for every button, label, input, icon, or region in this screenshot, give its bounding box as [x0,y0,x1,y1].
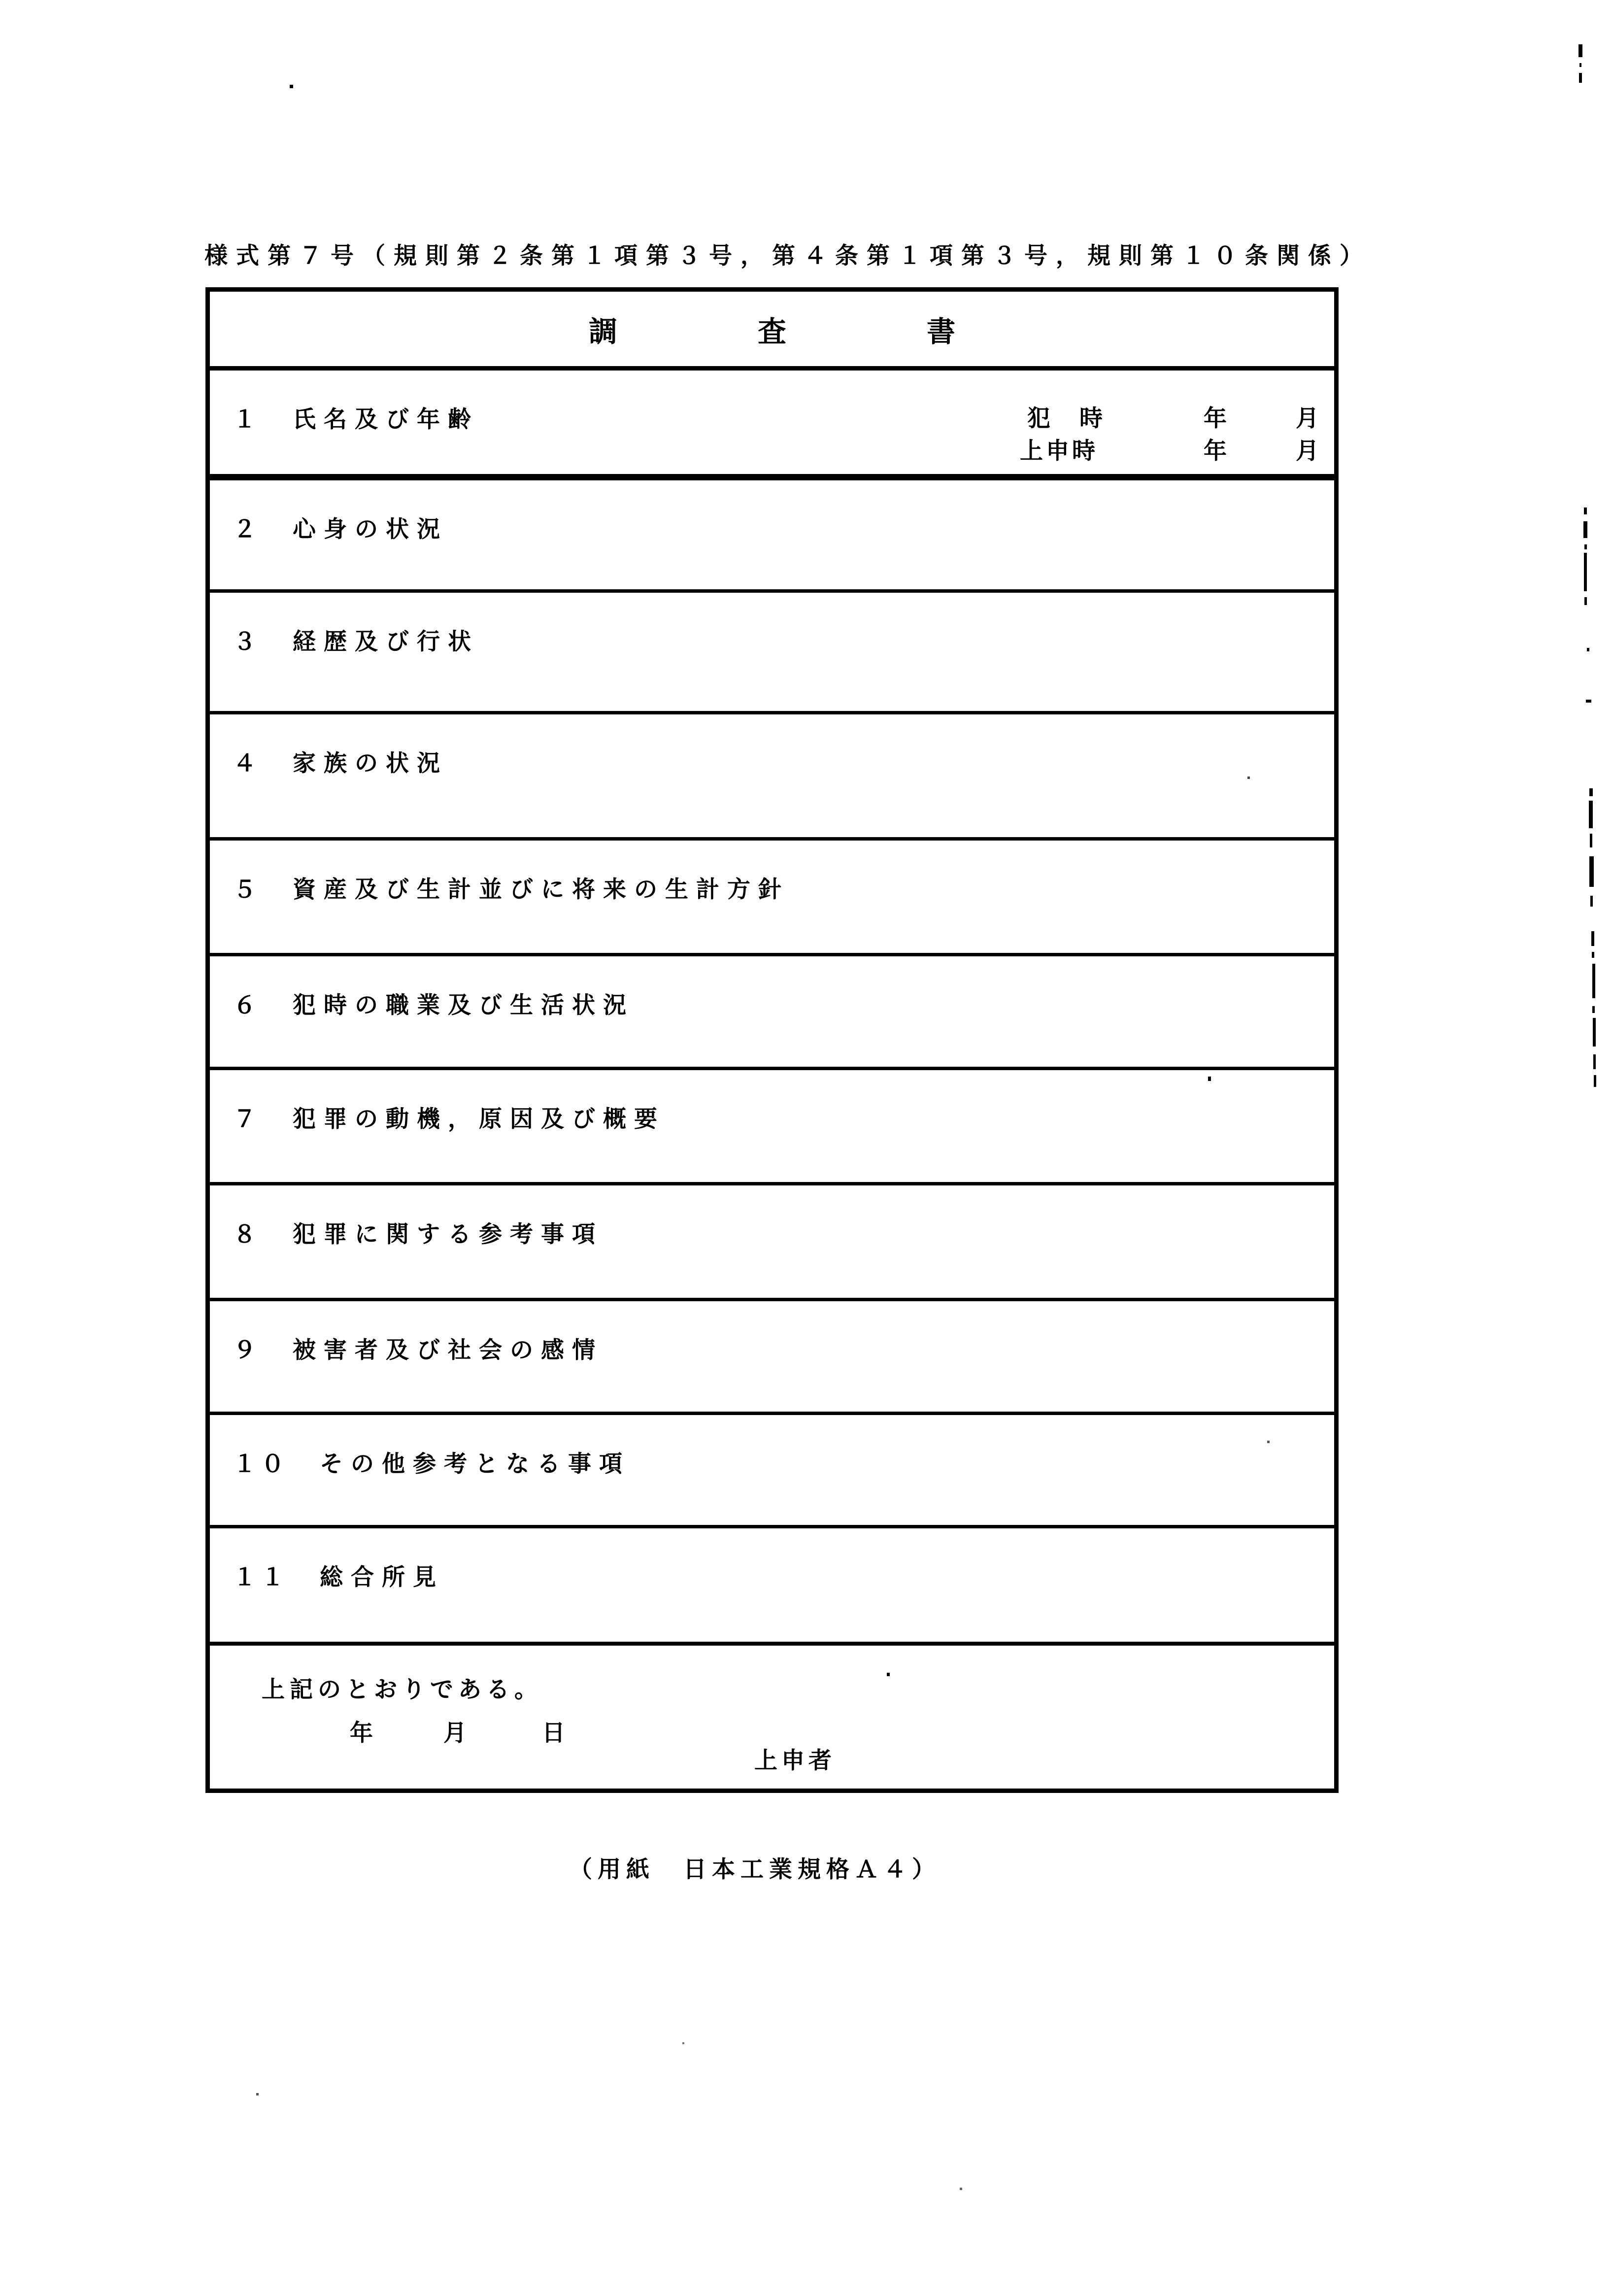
scan-artifact [1579,63,1581,67]
closing-row [210,1646,1334,1789]
row-number: １ [233,406,261,433]
table-row [210,1528,1334,1646]
scan-artifact [1584,597,1587,605]
table-row [210,1185,1334,1301]
scan-artifact [1593,1018,1596,1047]
scan-artifact [1589,801,1593,828]
scan-artifact [1584,544,1587,549]
row-label: 犯罪の動機，原因及び概要 [293,1106,665,1133]
scan-artifact [1594,1075,1596,1087]
table-row [210,480,1334,593]
offense-time-label: 犯 時 [1027,405,1106,432]
row-label: 総合所見 [320,1564,444,1591]
scan-artifact [1578,44,1582,57]
row-number: ２ [233,516,261,543]
report-time-month-label: 月 [1296,438,1322,465]
row-number: ６ [233,992,261,1019]
scan-artifact [960,2188,962,2190]
scan-artifact [1593,1054,1596,1069]
scan-artifact [1579,73,1582,83]
row-number: ９ [233,1337,261,1364]
scan-artifact [1590,834,1592,847]
row-label: 被害者及び社会の感情 [293,1337,603,1364]
scan-artifact [682,2042,684,2044]
row-label: その他参考となる事項 [320,1451,630,1478]
title-char: 査 [757,314,786,348]
row-label: 犯時の職業及び生活状況 [293,992,634,1019]
investigation-report-table [205,287,1339,1793]
row-label: 犯罪に関する参考事項 [293,1221,603,1248]
scan-artifact [256,2093,259,2095]
table-row [210,1301,1334,1415]
row-label: 資産及び生計並びに将来の生計方針 [293,876,789,903]
row-label: 氏名及び年齢 [293,406,479,433]
offense-time-year-label: 年 [1204,405,1230,432]
closing-statement: 上記のとおりである。 [262,1676,542,1703]
scan-artifact [290,85,293,88]
offense-time-month-label: 月 [1296,405,1322,432]
signer-label: 上申者 [754,1747,836,1774]
row-number: ５ [233,876,261,903]
scan-artifact [1587,648,1589,651]
scan-artifact [1583,521,1587,538]
table-row [210,1415,1334,1528]
date-year-label: 年 [350,1720,373,1747]
form-number-label: 様式第７号（規則第２条第１項第３号，第４条第１項第３号，規則第１０条関係） [204,242,1371,270]
row-number: ７ [233,1106,261,1133]
paper-size-note: （用紙 日本工業規格Ａ４） [569,1856,940,1883]
row-number: ８ [233,1221,261,1248]
scan-artifact [1592,1006,1595,1013]
scan-artifact [1584,553,1587,591]
row-label: 経歴及び行状 [293,628,479,655]
scan-artifact [1591,931,1594,946]
table-row [210,956,1334,1070]
row-number: ４ [233,750,261,777]
table-row [210,714,1334,841]
table-row [210,371,1334,480]
scan-artifact [1267,1441,1270,1443]
scan-artifact [1589,856,1594,887]
scan-artifact [1592,964,1595,998]
date-month-label: 月 [443,1720,467,1747]
scan-artifact [1208,1077,1211,1081]
scan-artifact [1247,777,1250,779]
row-number: １１ [233,1564,289,1591]
report-time-year-label: 年 [1204,438,1230,465]
scan-artifact [1589,788,1593,796]
row-label: 心身の状況 [293,516,448,543]
row-number: ３ [233,628,261,655]
table-row [210,593,1334,714]
title-char: 書 [927,314,956,348]
scan-artifact [1586,700,1591,703]
row-number: １０ [233,1451,289,1478]
scan-artifact [1584,507,1587,514]
table-title-row [210,292,1334,371]
table-row [210,841,1334,956]
table-row [210,1070,1334,1185]
scan-artifact [887,1673,890,1676]
report-time-label: 上申時 [1020,438,1098,465]
scan-artifact [1592,952,1594,958]
date-day-label: 日 [542,1720,565,1747]
row-label: 家族の状況 [293,750,448,777]
title-char: 調 [588,314,617,348]
scan-artifact [1590,896,1593,907]
